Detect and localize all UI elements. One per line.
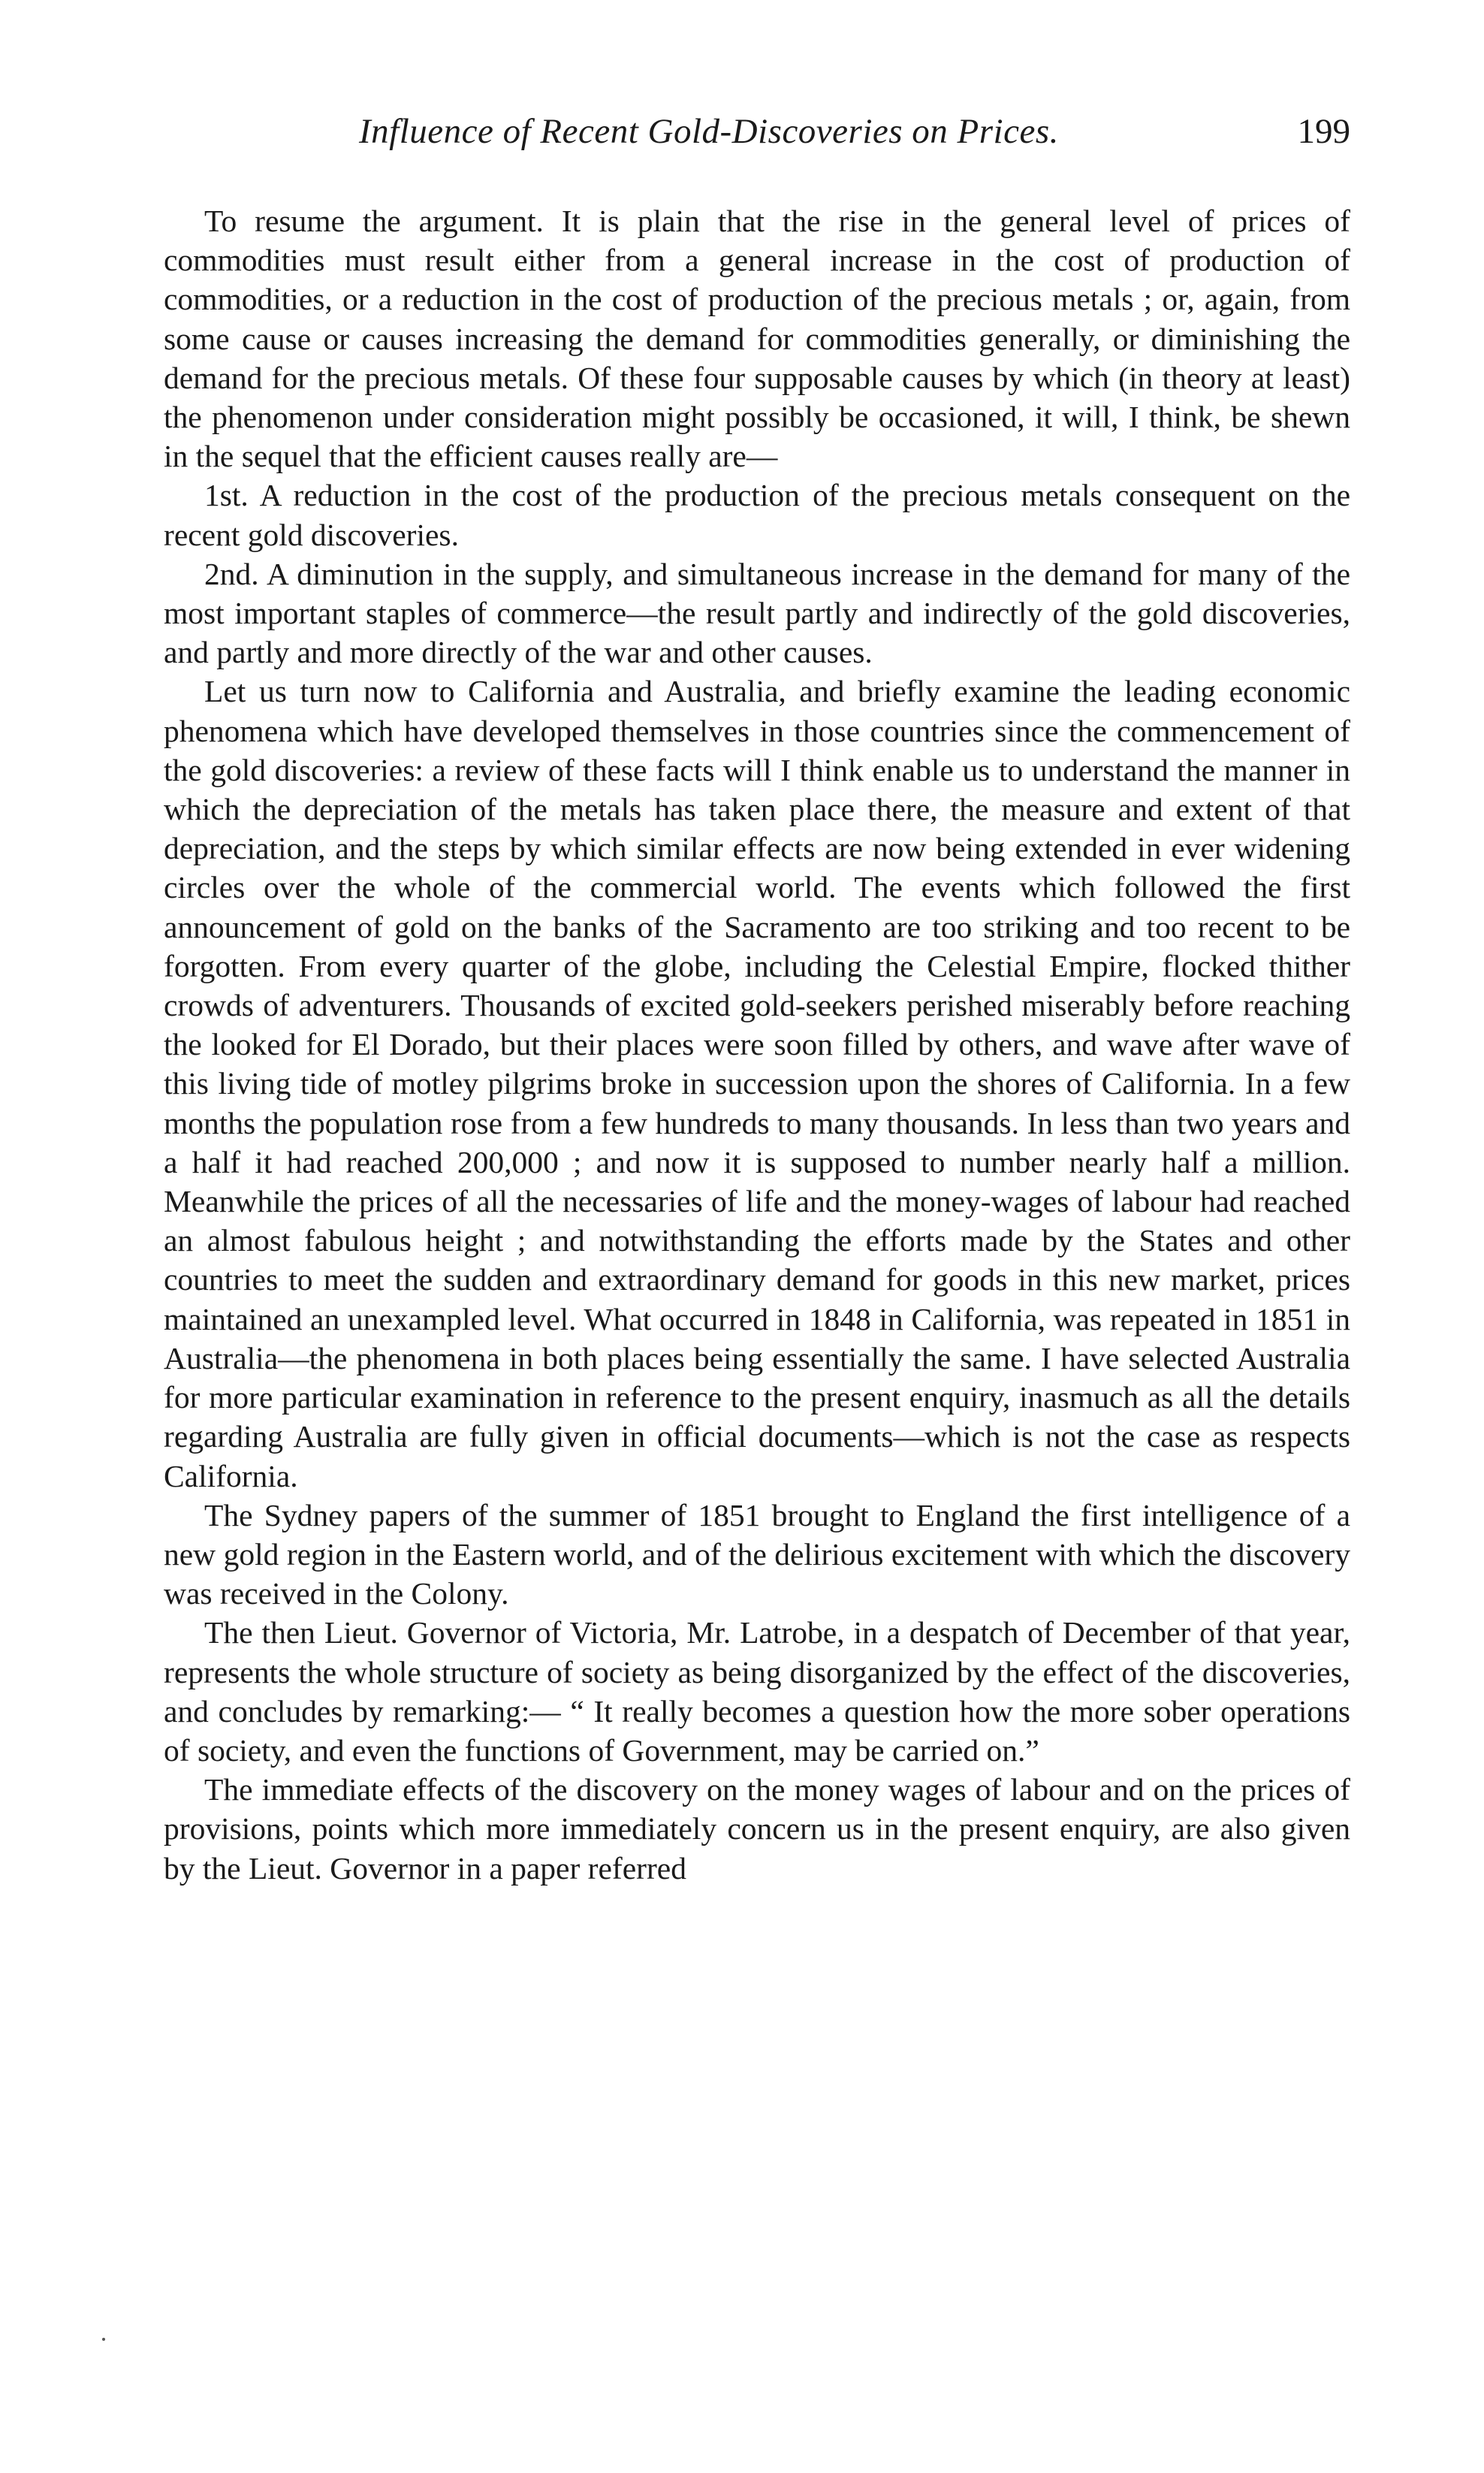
paragraph-latrobe-despatch: The then Lieut. Governor of Victoria, Mr. Latrobe, in a despatch of December of that year, represents the whole structure of society as being disorganized by the effect of the discoveries, and concludes by remarking:— “ It really becomes a question how the more sober operations of society, and even the functions of Government, may be carried on.”	[164, 1615, 1350, 1768]
stray-ink-mark	[102, 2338, 105, 2341]
paragraph-first-cause: 1st. A reduction in the cost of the production of the precious metals consequent on the recent gold discoveries.	[164, 478, 1350, 552]
paragraph-resume-argument: To resume the argument. It is plain that the rise in the general level of prices of commodities must result either from a general increase in the cost of production of commodities, or a reduction in the cost of production of the precious metals ; or, again, from some cause or causes increasing the demand for commodities generally, or diminishing the demand for the precious metals. Of these four supposable causes by which (in theory at least) the phenomenon under consideration might possibly be occasioned, it will, I think, be shewn in the sequel that the efficient causes really are—	[164, 204, 1350, 474]
page-number: 199	[1297, 112, 1350, 151]
paragraph-california-australia: Let us turn now to California and Australia, and briefly examine the leading economic phenomena which have developed themselves in those countries since the commencement of the gold discoveries: a review of these facts will I think enable us to understand the manner in which the depreciation of the metals has taken place there, the measure and extent of that depreciation, and the steps by which similar effects are now being extended in ever widening circles over the whole of the commercial world. The events which followed the first announcement of gold on the banks of the Sacramento are too striking and too recent to be forgotten. From every quarter of the globe, including the Celestial Empire, flocked thither crowds of adventurers. Thousands of excited gold-seekers perished miserably before reaching the looked for El Dorado, but their places were soon filled by others, and wave after wave of this living tide of motley pilgrims broke in succession upon the shores of California. In a few months the population rose from a few hundreds to many thousands. In less than two years and a half it had reached 200,000 ; and now it is supposed to number nearly half a million. Meanwhile the prices of all the necessaries of life and the money-wages of labour had reached an almost fabulous height ; and notwithstanding the efforts made by the States and other countries to meet the sudden and extraordinary demand for goods in this new market, prices maintained an unexampled level. What occurred in 1848 in California, was repeated in 1851 in Australia—the phenomena in both places being essentially the same. I have selected Australia for more particular examination in reference to the present enquiry, inasmuch as all the details regarding Australia are fully given in official documents—which is not the case as respects California.	[164, 674, 1350, 1493]
running-title: Influence of Recent Gold-Discoveries on Prices.	[359, 112, 1059, 151]
paragraph-immediate-effects: The immediate effects of the discovery on the money wages of labour and on the prices of provisions, points which more immediately concern us in the present enquiry, are also given by the Lieut. Governor in a paper referred	[164, 1772, 1350, 1886]
running-head	[164, 111, 1350, 164]
body-text	[164, 201, 1350, 1888]
paragraph-sydney-papers: The Sydney papers of the summer of 1851 brought to England the first intelligence of a new gold region in the Eastern world, and of the delirious excitement with which the discovery was received in the Colony.	[164, 1497, 1350, 1611]
paragraph-second-cause: 2nd. A diminution in the supply, and simultaneous increase in the demand for many of the most important staples of commerce—the result partly and indirectly of the gold discoveries, and partly and more directly of the war and other causes.	[164, 556, 1350, 670]
